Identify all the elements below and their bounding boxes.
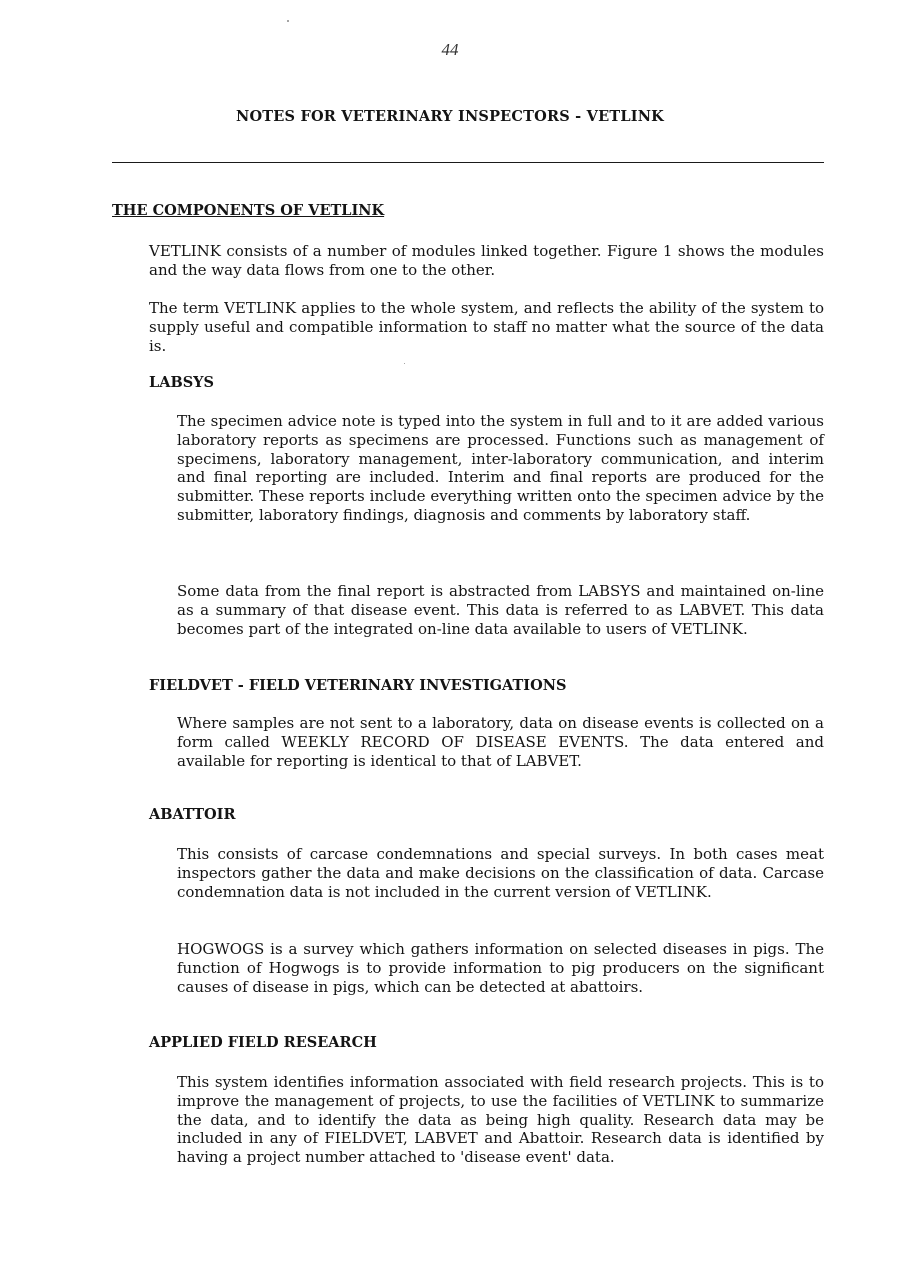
page-number: 44 <box>441 40 459 59</box>
section-heading: THE COMPONENTS OF VETLINK <box>112 202 385 219</box>
document-title: NOTES FOR VETERINARY INSPECTORS - VETLINK <box>236 108 664 125</box>
labsys-paragraph: The specimen advice note is typed into the system in full and to it are added various laboratory reports as specimens are processed. Functions such as management of specimens, laboratory management, inter-laboratory communication, and interim and final reporting are included. Interim and final reports are produced for the submitter. These reports include everything written onto the specimen advice by the submitter, laboratory findings, diagnosis and comments by laboratory staff. <box>177 412 824 524</box>
fieldvet-heading: FIELDVET - FIELD VETERINARY INVESTIGATIONS <box>149 677 567 694</box>
scan-speck <box>287 20 289 22</box>
labsys-heading: LABSYS <box>149 374 214 391</box>
applied-field-research-heading: APPLIED FIELD RESEARCH <box>149 1034 377 1051</box>
abattoir-paragraph: This consists of carcase condemnations and special surveys. In both cases meat inspectors gather the data and make decisions on the classification of data. Carcase condemnation data is not included in the current version of VETLINK. <box>177 845 824 901</box>
applied-field-research-paragraph: This system identifies information associated with field research projects. This is to improve the management of projects, to use the facilities of VETLINK to summarize the data, and to identify the data as being high quality. Research data may be included in any of FIELDVET, LABVET and Abattoir. Research data is identified by having a project number attached to 'disease event' data. <box>177 1073 824 1167</box>
abattoir-heading: ABATTOIR <box>149 806 236 823</box>
fieldvet-paragraph: Where samples are not sent to a laboratory, data on disease events is collected on a form called WEEKLY RECORD OF DISEASE EVENTS. The data entered and available for reporting is identical to that of LABVET. <box>177 714 824 770</box>
intro-paragraph: The term VETLINK applies to the whole system, and reflects the ability of the system to supply useful and compatible information to staff no matter what the source of the data is. <box>149 299 824 355</box>
title-divider <box>112 162 824 163</box>
labsys-paragraph: Some data from the final report is abstracted from LABSYS and maintained on-line as a summary of that disease event. This data is referred to as LABVET. This data becomes part of the integrated on-line data available to users of VETLINK. <box>177 582 824 638</box>
scan-speck <box>404 363 405 364</box>
abattoir-paragraph: HOGWOGS is a survey which gathers information on selected diseases in pigs. The function of Hogwogs is to provide information to pig producers on the significant causes of disease in pigs, which can be detected at abattoirs. <box>177 940 824 996</box>
intro-paragraph: VETLINK consists of a number of modules linked together. Figure 1 shows the modules and the way data flows from one to the other. <box>149 242 824 279</box>
